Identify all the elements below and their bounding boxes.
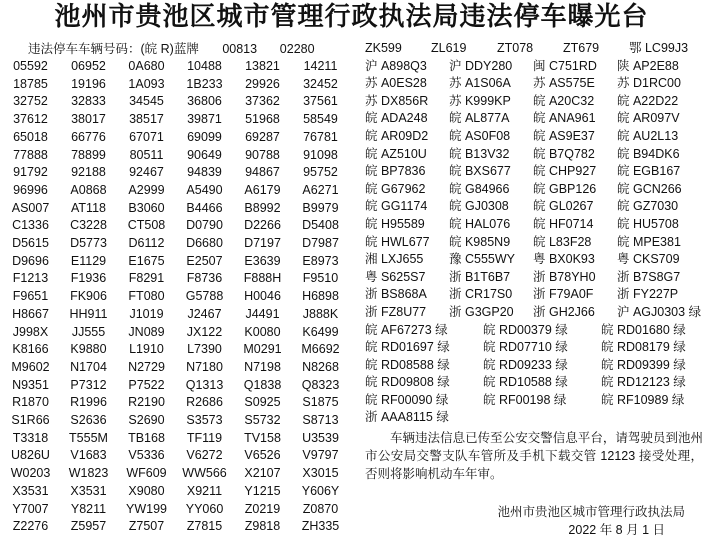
- plate-cell: ZL619: [431, 41, 467, 55]
- plate-cell: 0A680: [128, 59, 165, 73]
- plate-cell: B4466: [186, 200, 223, 215]
- plate-cell: 94839: [187, 165, 222, 180]
- plate-cell: 皖 G84966: [449, 181, 510, 196]
- plate-cell: U826U: [11, 448, 50, 463]
- plate-cell: R1996: [70, 395, 107, 410]
- plate-cell: F8736: [186, 271, 223, 286]
- plate-cell: 77888: [13, 147, 48, 162]
- plate-cell: 皖 AL877A: [449, 111, 510, 126]
- plate-cell: F8291: [128, 271, 165, 286]
- plate-cell: 皖 HU5708: [617, 216, 679, 231]
- plate-row: [365, 269, 703, 287]
- plate-cell: 90649: [187, 147, 222, 162]
- plate-cell: L7390: [187, 342, 222, 357]
- plate-cell: J2467: [187, 306, 222, 321]
- plate-cell: F1936: [70, 271, 107, 286]
- plate-cell: 95752: [303, 165, 338, 180]
- plate-cell: 闽 C751RD: [533, 58, 597, 73]
- plate-cell: 浙 FY227P: [617, 287, 679, 302]
- plate-cell: 皖 RF10989 绿: [601, 392, 685, 407]
- plate-cell: Z2276: [12, 519, 49, 534]
- plate-cell: 皖 AF67273 绿: [365, 322, 448, 337]
- plate-cell: V6272: [186, 448, 223, 463]
- plate-cell: 14211: [303, 59, 338, 73]
- plate-cell: 69099: [187, 129, 222, 144]
- plate-cell: 69287: [245, 129, 280, 144]
- plate-cell: 皖 RF00090 绿: [365, 392, 449, 407]
- plate-cell: S3573: [186, 413, 223, 428]
- plate-cell: W1823: [68, 466, 109, 481]
- plate-cell: 沪 DDY280: [449, 58, 513, 73]
- plate-cell: 皖 ADA248: [365, 111, 428, 126]
- plate-cell: H6898: [302, 289, 339, 304]
- plate-cell: D2266: [244, 218, 281, 233]
- plate-cell: 65018: [13, 129, 48, 144]
- plate-cell: 80511: [129, 147, 164, 162]
- plate-row: [365, 392, 703, 410]
- plate-cell: F9651: [12, 289, 49, 304]
- plate-cell: 粤 BX0K93: [533, 252, 595, 267]
- plate-cell: JN089: [128, 324, 165, 339]
- plate-cell: 浙 FZ8U77: [365, 304, 427, 319]
- plate-cell: X2107: [244, 466, 281, 481]
- plate-cell: TF119: [186, 430, 223, 445]
- plate-cell: 92188: [71, 165, 106, 180]
- plate-cell: M9602: [11, 359, 50, 374]
- plate-cell: 皖 RD12123 绿: [601, 375, 686, 390]
- plate-cell: X9080: [128, 483, 165, 498]
- plate-cell: Z0870: [302, 501, 339, 516]
- plate-cell: T555M: [69, 430, 108, 445]
- plate-cell: 13821: [245, 59, 280, 73]
- page-title: 池州市贵池区城市管理行政执法局违法停车曝光台: [54, 2, 649, 32]
- plate-cell: 浙 BS868A: [365, 287, 427, 302]
- plate-cell: J4491: [245, 306, 280, 321]
- plate-row: [365, 322, 703, 340]
- plate-cell: B9979: [302, 200, 339, 215]
- plate-cell: Z7815: [186, 519, 223, 534]
- plate-cell: D6680: [186, 236, 223, 251]
- plate-row: [365, 234, 703, 252]
- plate-cell: A5490: [186, 182, 223, 197]
- plate-cell: Y1215: [244, 483, 281, 498]
- plate-cell: FT080: [128, 289, 165, 304]
- plate-cell: R1870: [12, 395, 49, 410]
- plate-cell: S2636: [70, 413, 107, 428]
- plate-cell: 38017: [71, 112, 106, 127]
- plate-cell: FK906: [70, 289, 107, 304]
- plate-row: [365, 75, 703, 93]
- plate-cell: WF609: [126, 466, 167, 481]
- plate-row: [365, 286, 703, 304]
- plate-cell: F9510: [302, 271, 339, 286]
- plate-cell: YW199: [126, 501, 167, 516]
- plate-cell: Y606Y: [301, 483, 340, 498]
- notice-text: 车辆违法信息已传至公安交警信息平台，请驾驶员到池州市公安局交警支队车管所及手机下载交管 12123 接受处理，否则将影响机动车年审。: [365, 431, 703, 482]
- plate-cell: 皖 GJ0308: [449, 199, 509, 214]
- plate-cell: 皖 AR097V: [617, 111, 680, 126]
- plate-cell: 05592: [13, 59, 48, 73]
- plate-cell: 皖 RD09808 绿: [365, 375, 450, 390]
- plate-cell: 皖 AZ510U: [365, 146, 427, 161]
- plate-cell: 皖 RD08179 绿: [601, 340, 686, 355]
- plate-cell: X3015: [302, 466, 339, 481]
- signature-org: 池州市贵池区城市管理行政执法局: [497, 505, 685, 520]
- plate-cell: 90788: [245, 147, 280, 162]
- plate-cell: H0046: [244, 289, 281, 304]
- plate-cell: N1704: [70, 359, 107, 374]
- plate-cell: 1B233: [186, 76, 223, 91]
- plate-cell: 91792: [13, 165, 48, 180]
- plate-cell: 皖 RD01697 绿: [365, 340, 450, 355]
- plate-cell: HH911: [69, 306, 108, 321]
- plate-cell: 37362: [245, 94, 280, 109]
- plate-cell: 苏 K999KP: [449, 93, 511, 108]
- plate-cell: X9211: [186, 483, 223, 498]
- plate-cell: 32452: [303, 76, 338, 91]
- plate-cell: D5408: [302, 218, 339, 233]
- plate-cell: 06952: [71, 59, 106, 73]
- plate-cell: P7312: [70, 377, 107, 392]
- plate-cell: M6692: [301, 342, 340, 357]
- plate-cell: E2507: [186, 253, 223, 268]
- plate-cell: 浙 CR17S0: [449, 287, 513, 302]
- plate: 02280: [279, 42, 315, 56]
- plate-cell: 皖 RD08588 绿: [365, 357, 450, 372]
- plate-cell: B3060: [128, 200, 165, 215]
- intro-label: 违法停车车辆号码：(皖 R)蓝牌: [28, 42, 199, 56]
- plate-cell: 10488: [187, 59, 222, 73]
- plate-cell: 皖 RD00379 绿: [483, 322, 568, 337]
- plate-cell: N8268: [302, 359, 339, 374]
- plate-cell: 沪 AGJ0303 绿: [617, 304, 702, 319]
- intro-line: [28, 40, 358, 58]
- plate-cell: ZT078: [497, 41, 534, 55]
- plate-cell: N7198: [244, 359, 281, 374]
- plate-cell: 皖 GG1174: [365, 199, 428, 214]
- plate-cell: 皖 RD07710 绿: [483, 340, 568, 355]
- plate-cell: 浙 F79A0F: [533, 287, 594, 302]
- plate-cell: K6499: [302, 324, 339, 339]
- plate-cell: 37561: [303, 94, 338, 109]
- plate-cell: 浙 B78YH0: [533, 269, 596, 284]
- plate-cell: 38517: [129, 112, 164, 127]
- plate-cell: 粤 S625S7: [365, 269, 426, 284]
- plate-cell: 皖 A20C32: [533, 93, 595, 108]
- plate-cell: 浙 G3GP20: [449, 304, 514, 319]
- plate-cell: 皖 GBP126: [533, 181, 597, 196]
- plate-cell: D6112: [128, 236, 165, 251]
- plate-cell: 皖 AU2L13: [617, 128, 679, 143]
- plate-cell: 皖 AS0F08: [449, 128, 511, 143]
- plate-cell: 浙 AAA8115 绿: [365, 410, 449, 425]
- plate-cell: JJ555: [71, 324, 106, 339]
- plate-row: [365, 339, 703, 357]
- plate-cell: 陕 AP2E88: [617, 58, 679, 73]
- plate-row: [365, 146, 703, 164]
- plate-cell: 粤 CKS709: [617, 252, 680, 267]
- plate-cell: E1675: [128, 253, 165, 268]
- plate-row: [365, 304, 703, 322]
- plate-cell: 皖 RD09233 绿: [483, 357, 568, 372]
- plate-cell: N7180: [186, 359, 223, 374]
- plate-cell: TV158: [244, 430, 281, 445]
- plate-cell: N2729: [128, 359, 165, 374]
- plate-cell: Q1313: [185, 377, 224, 392]
- plate-cell: 76781: [303, 129, 338, 144]
- plate-row: [365, 93, 703, 111]
- right-column: [365, 40, 703, 539]
- plate-cell: L1910: [129, 342, 164, 357]
- signature-block: [365, 503, 703, 539]
- plate-cell: 鄂 LC99J3: [629, 41, 689, 55]
- plate-row: [365, 181, 703, 199]
- plate-cell: 67071: [129, 129, 164, 144]
- plate-cell: 浙 B7S8G7: [617, 269, 681, 284]
- plate-cell: 苏 AS575E: [533, 76, 595, 91]
- plate-row: [365, 374, 703, 392]
- plate-cell: A6179: [244, 182, 281, 197]
- plate-cell: Z5957: [70, 519, 107, 534]
- plate-cell: 皖 H95589: [365, 216, 425, 231]
- plate-cell: 苏 A0ES28: [365, 76, 427, 91]
- plate-cell: K8166: [12, 342, 49, 357]
- plate-cell: 32833: [71, 94, 106, 109]
- plate-cell: Z9818: [244, 519, 281, 534]
- plate-row: [365, 216, 703, 234]
- plate-cell: 66776: [71, 129, 106, 144]
- plate-cell: WW566: [182, 466, 227, 481]
- plate-cell: E1129: [70, 253, 107, 268]
- plate-row: [365, 40, 703, 58]
- plate-cell: 皖 A22D22: [617, 93, 679, 108]
- plate-cell: 91098: [303, 147, 338, 162]
- plate-cell: C1336: [12, 218, 49, 233]
- plate-cell: JX122: [186, 324, 223, 339]
- plate-cell: 34545: [129, 94, 164, 109]
- plate-cell: 58549: [303, 112, 338, 127]
- plate-cell: 37612: [13, 112, 48, 127]
- left-plate-grid: [2, 58, 352, 536]
- plate-cell: 29926: [245, 76, 280, 91]
- plate-cell: 皖 MPE381: [617, 234, 681, 249]
- plate-cell: J888K: [302, 306, 339, 321]
- plate-cell: 沪 A898Q3: [365, 58, 427, 73]
- plate-cell: 96996: [13, 182, 48, 197]
- plate-cell: 36806: [187, 94, 222, 109]
- plate-cell: S2690: [128, 413, 165, 428]
- plate-cell: G5788: [185, 289, 224, 304]
- plate-cell: Q1838: [243, 377, 282, 392]
- signature-date: 2022 年 8 月 1 日: [568, 523, 665, 538]
- plate-cell: F888H: [243, 271, 282, 286]
- plate-cell: X3531: [12, 483, 49, 498]
- plate-cell: C3228: [70, 218, 107, 233]
- plate-cell: A0868: [70, 182, 107, 197]
- plate-row: [365, 357, 703, 375]
- plate-cell: S0925: [244, 395, 281, 410]
- plate-row: [365, 163, 703, 181]
- plate-cell: V5336: [128, 448, 165, 463]
- plate-cell: T3318: [12, 430, 49, 445]
- plate-cell: 51968: [245, 112, 280, 127]
- plate-cell: Z0219: [244, 501, 281, 516]
- plate-cell: 皖 B7Q782: [533, 146, 595, 161]
- plate-cell: 皖 K985N9: [449, 234, 511, 249]
- plate-cell: 皖 B94DK6: [617, 146, 680, 161]
- plate-cell: S8713: [302, 413, 339, 428]
- plate-cell: 浙 GH2J66: [533, 304, 595, 319]
- plate-cell: E8973: [302, 253, 339, 268]
- plate-row: [365, 409, 703, 427]
- plate-cell: W0203: [10, 466, 51, 481]
- plate-row: [365, 110, 703, 128]
- plate-cell: D0790: [186, 218, 223, 233]
- plate-cell: ZH335: [301, 519, 340, 534]
- plate-row: [365, 251, 703, 269]
- plate-cell: 皖 BXS677: [449, 164, 511, 179]
- plate-cell: 皖 HWL677: [365, 234, 430, 249]
- plate-cell: 18785: [13, 76, 48, 91]
- plate-cell: D5615: [12, 236, 49, 251]
- plate-cell: S1875: [302, 395, 339, 410]
- plate: 00813: [222, 42, 258, 56]
- plate-cell: 皖 RD01680 绿: [601, 322, 686, 337]
- plate-cell: Z7507: [128, 519, 165, 534]
- plate-cell: V9797: [302, 448, 339, 463]
- plate-cell: 皖 GZ7030: [617, 199, 679, 214]
- plate-cell: U3539: [302, 430, 339, 445]
- plate-cell: 豫 C555WY: [449, 252, 515, 267]
- plate-cell: YY060: [185, 501, 224, 516]
- plate-cell: TB168: [128, 430, 165, 445]
- plate-cell: M0291: [243, 342, 282, 357]
- plate-cell: 苏 D1RC00: [617, 76, 681, 91]
- plate-cell: 78899: [71, 147, 106, 162]
- plate-row: [365, 128, 703, 146]
- plate-cell: 皖 HAL076: [449, 216, 511, 231]
- plate-cell: AS007: [11, 200, 50, 215]
- plate-cell: 皖 AS9E37: [533, 128, 595, 143]
- plate-cell: 皖 GCN266: [617, 181, 682, 196]
- plate-cell: K0080: [244, 324, 281, 339]
- plate-cell: V1683: [70, 448, 107, 463]
- plate-cell: 湘 LXJ655: [365, 252, 424, 267]
- plate-cell: P7522: [128, 377, 165, 392]
- plate-cell: 皖 EGB167: [617, 164, 681, 179]
- plate-cell: 皖 AR09D2: [365, 128, 429, 143]
- plate-cell: K9880: [70, 342, 107, 357]
- plate-cell: D7197: [244, 236, 281, 251]
- plate-cell: 皖 L83F28: [533, 234, 592, 249]
- plate-cell: ZK599: [365, 41, 402, 55]
- plate-cell: Q8323: [301, 377, 340, 392]
- plate-cell: 皖 GL0267: [533, 199, 594, 214]
- plate-cell: D9696: [12, 253, 49, 268]
- plate-cell: H8667: [12, 306, 49, 321]
- plate-cell: E3639: [244, 253, 281, 268]
- plate-cell: V6526: [244, 448, 281, 463]
- plate-cell: R2686: [186, 395, 223, 410]
- plate-cell: 19196: [71, 76, 106, 91]
- plate-cell: 皖 G67962: [365, 181, 426, 196]
- plate-cell: 32752: [13, 94, 48, 109]
- plate-cell: Y7007: [12, 501, 49, 516]
- plate-cell: B8992: [244, 200, 281, 215]
- plate-cell: S5732: [244, 413, 281, 428]
- plate-cell: 皖 RD10588 绿: [483, 375, 568, 390]
- plate-cell: 苏 DX856R: [365, 93, 429, 108]
- plate-cell: 皖 HF0714: [533, 216, 594, 231]
- plate-cell: X3531: [70, 483, 107, 498]
- plate-cell: 皖 RD09399 绿: [601, 357, 686, 372]
- plate-cell: 浙 B1T6B7: [449, 269, 511, 284]
- right-plate-grid-4col: [365, 40, 703, 322]
- plate-cell: J998X: [12, 324, 49, 339]
- plate-row: [365, 58, 703, 76]
- plate-cell: 皖 BP7836: [365, 164, 426, 179]
- plate-cell: AT118: [71, 200, 106, 215]
- plate-cell: F1213: [12, 271, 49, 286]
- plate-cell: CT508: [127, 218, 166, 233]
- plate-cell: J1019: [129, 306, 164, 321]
- right-plate-grid-3col: [365, 322, 703, 428]
- plate-cell: 苏 A1S06A: [449, 76, 511, 91]
- plate-row: [365, 198, 703, 216]
- plate-cell: N9351: [12, 377, 49, 392]
- plate-cell: 皖 ANA961: [533, 111, 596, 126]
- plate-cell: A2999: [128, 182, 165, 197]
- plate-cell: Y8211: [70, 501, 107, 516]
- plate-cell: R2190: [128, 395, 165, 410]
- plate-cell: 1A093: [128, 76, 165, 91]
- plate-cell: S1R66: [11, 413, 50, 428]
- plate-cell: D7987: [302, 236, 339, 251]
- plate-cell: 皖 RF00198 绿: [483, 392, 567, 407]
- plate-cell: 39871: [187, 112, 222, 127]
- plate-cell: 皖 CHP927: [533, 164, 597, 179]
- plate-cell: A6271: [302, 182, 339, 197]
- plate-cell: 92467: [129, 165, 164, 180]
- plate-cell: 94867: [245, 165, 280, 180]
- plate-cell: ZT679: [563, 41, 600, 55]
- plate-cell: D5773: [70, 236, 107, 251]
- plate-cell: 皖 B13V32: [449, 146, 510, 161]
